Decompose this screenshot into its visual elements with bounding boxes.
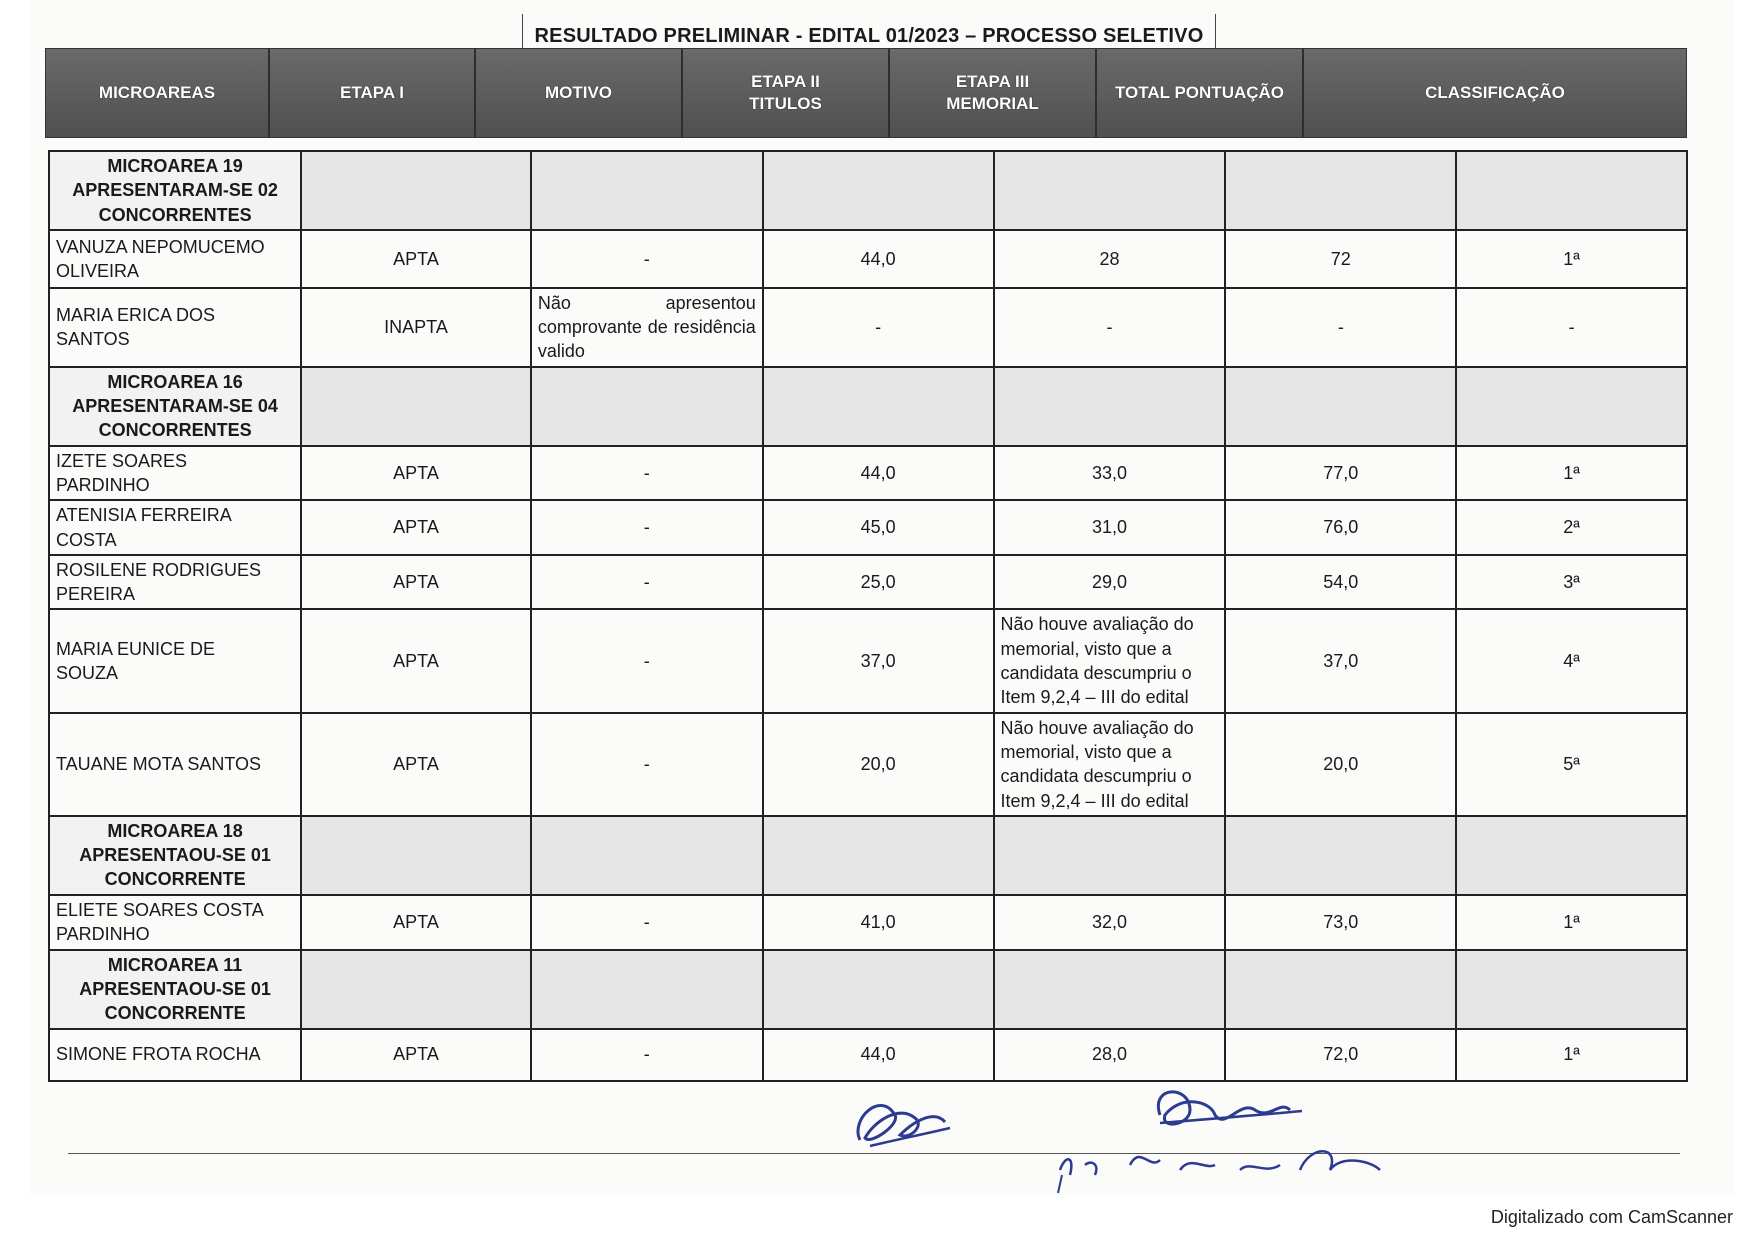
microarea-group-row: [49, 367, 1687, 446]
microarea-group-row: [49, 151, 1687, 230]
etapa-3-score: 29,0: [994, 555, 1226, 610]
candidate-row: [49, 446, 1687, 501]
etapa-1-status: APTA: [301, 609, 531, 712]
candidate-row: [49, 500, 1687, 555]
etapa-3-score: 28,0: [994, 1029, 1226, 1081]
candidate-row: [49, 555, 1687, 610]
etapa-3-score: 33,0: [994, 446, 1226, 501]
group-filler-cell: [763, 151, 994, 230]
group-filler-cell: [531, 151, 763, 230]
etapa-2-score: 44,0: [763, 230, 994, 288]
etapa-2-score: 44,0: [763, 446, 994, 501]
etapa-3-score: 28: [994, 230, 1226, 288]
classification: 1ª: [1456, 446, 1687, 501]
group-filler-cell: [301, 151, 531, 230]
candidate-name: VANUZA NEPOMUCEMO OLIVEIRA: [49, 230, 301, 288]
header-motivo: MOTIVO: [476, 49, 683, 137]
header-classificacao: CLASSIFICAÇÃO: [1425, 82, 1565, 102]
header-etapa-3: ETAPA III MEMORIAL: [890, 49, 1097, 137]
motivo-cell: -: [531, 609, 763, 712]
total-score: 73,0: [1225, 895, 1456, 950]
microarea-title: MICROAREA 19 APRESENTARAM-SE 02 CONCORRENTES: [49, 151, 301, 230]
etapa-1-status: APTA: [301, 713, 531, 816]
motivo-cell: -: [531, 1029, 763, 1081]
etapa-3-score: Não houve avaliação do memorial, visto que a candidata descumpriu o Item 9,2,4 – III do edital: [994, 609, 1226, 712]
classification: 4ª: [1456, 609, 1687, 712]
motivo-cell: -: [531, 446, 763, 501]
candidate-row: [49, 230, 1687, 288]
document-title: RESULTADO PRELIMINAR - EDITAL 01/2023 – PROCESSO SELETIVO: [522, 14, 1216, 55]
total-score: 77,0: [1225, 446, 1456, 501]
etapa-1-status: APTA: [301, 500, 531, 555]
classification: 2ª: [1456, 500, 1687, 555]
etapa-3-score: 31,0: [994, 500, 1226, 555]
group-filler-cell: [1456, 367, 1687, 446]
group-filler-cell: [531, 816, 763, 895]
candidate-row: [49, 713, 1687, 816]
etapa-2-score: 45,0: [763, 500, 994, 555]
group-filler-cell: [994, 151, 1226, 230]
header-etapa-2: ETAPA II TITULOS: [683, 49, 890, 137]
group-filler-cell: [1225, 367, 1456, 446]
group-filler-cell: [763, 367, 994, 446]
candidate-name: MARIA EUNICE DE SOUZA: [49, 609, 301, 712]
etapa-3-score: 32,0: [994, 895, 1226, 950]
etapa-2-score: 37,0: [763, 609, 994, 712]
candidate-name: SIMONE FROTA ROCHA: [49, 1029, 301, 1081]
etapa-3-score: -: [994, 288, 1226, 367]
motivo-cell: -: [531, 713, 763, 816]
classification: 1ª: [1456, 230, 1687, 288]
group-filler-cell: [994, 816, 1226, 895]
header-total: TOTAL PONTUAÇÃO: [1097, 49, 1304, 137]
candidate-name: MARIA ERICA DOS SANTOS: [49, 288, 301, 367]
total-score: -: [1225, 288, 1456, 367]
results-table: [48, 150, 1688, 1082]
total-score: 72: [1225, 230, 1456, 288]
candidate-name: IZETE SOARES PARDINHO: [49, 446, 301, 501]
classification: -: [1456, 288, 1687, 367]
motivo-cell: -: [531, 895, 763, 950]
group-filler-cell: [1225, 950, 1456, 1029]
group-filler-cell: [1456, 816, 1687, 895]
microarea-group-row: [49, 950, 1687, 1029]
etapa-1-status: APTA: [301, 1029, 531, 1081]
group-filler-cell: [763, 816, 994, 895]
total-score: 76,0: [1225, 500, 1456, 555]
group-filler-cell: [1225, 816, 1456, 895]
candidate-row: [49, 895, 1687, 950]
etapa-2-score: 44,0: [763, 1029, 994, 1081]
group-filler-cell: [1225, 151, 1456, 230]
candidate-row: [49, 609, 1687, 712]
header-microareas: MICROAREAS: [46, 49, 270, 137]
etapa-2-score: 41,0: [763, 895, 994, 950]
etapa-1-status: APTA: [301, 446, 531, 501]
candidate-name: ELIETE SOARES COSTA PARDINHO: [49, 895, 301, 950]
header-etapa-1: ETAPA I: [270, 49, 476, 137]
candidate-row: [49, 288, 1687, 367]
group-filler-cell: [301, 367, 531, 446]
classification: 3ª: [1456, 555, 1687, 610]
etapa-2-score: -: [763, 288, 994, 367]
motivo-cell: Não apresentou comprovante de residência valido: [531, 288, 763, 367]
group-filler-cell: [301, 950, 531, 1029]
candidate-name: TAUANE MOTA SANTOS: [49, 713, 301, 816]
total-score: 54,0: [1225, 555, 1456, 610]
motivo-cell: -: [531, 500, 763, 555]
etapa-1-status: APTA: [301, 555, 531, 610]
classification: 1ª: [1456, 1029, 1687, 1081]
microarea-title: MICROAREA 16 APRESENTARAM-SE 04 CONCORRENTES: [49, 367, 301, 446]
etapa-1-status: APTA: [301, 895, 531, 950]
total-score: 20,0: [1225, 713, 1456, 816]
group-filler-cell: [763, 950, 994, 1029]
etapa-3-score: Não houve avaliação do memorial, visto que a candidata descumpriu o Item 9,2,4 – III do edital: [994, 713, 1226, 816]
candidate-row: [49, 1029, 1687, 1081]
etapa-2-score: 25,0: [763, 555, 994, 610]
candidate-name: ATENISIA FERREIRA COSTA: [49, 500, 301, 555]
group-filler-cell: [301, 816, 531, 895]
total-score: 72,0: [1225, 1029, 1456, 1081]
microarea-title: MICROAREA 18 APRESENTAOU-SE 01 CONCORRENTE: [49, 816, 301, 895]
total-score: 37,0: [1225, 609, 1456, 712]
scanner-credit: Digitalizado com CamScanner: [1490, 1207, 1733, 1227]
classification: 1ª: [1456, 895, 1687, 950]
signature-right: [1040, 1075, 1460, 1195]
group-filler-cell: [994, 367, 1226, 446]
table-header: [45, 48, 1687, 138]
signature-left: [840, 1080, 960, 1160]
etapa-1-status: APTA: [301, 230, 531, 288]
candidate-name: ROSILENE RODRIGUES PEREIRA: [49, 555, 301, 610]
microarea-title: MICROAREA 11 APRESENTAOU-SE 01 CONCORRENTE: [49, 950, 301, 1029]
classification: 5ª: [1456, 713, 1687, 816]
group-filler-cell: [531, 950, 763, 1029]
group-filler-cell: [1456, 950, 1687, 1029]
group-filler-cell: [994, 950, 1226, 1029]
motivo-cell: -: [531, 555, 763, 610]
etapa-2-score: 20,0: [763, 713, 994, 816]
group-filler-cell: [1456, 151, 1687, 230]
motivo-cell: -: [531, 230, 763, 288]
group-filler-cell: [531, 367, 763, 446]
microarea-group-row: [49, 816, 1687, 895]
etapa-1-status: INAPTA: [301, 288, 531, 367]
